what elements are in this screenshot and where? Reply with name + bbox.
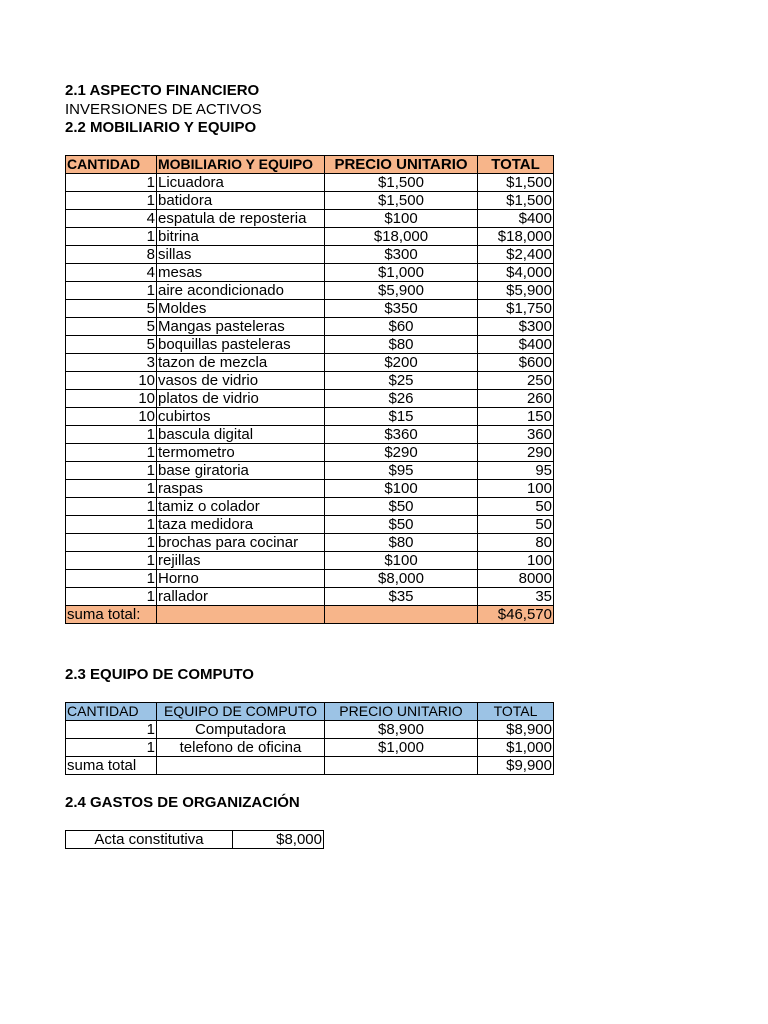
table-row bbox=[66, 192, 554, 210]
cell-cantidad: 1 bbox=[66, 282, 157, 300]
cell-total: 95 bbox=[478, 462, 554, 480]
cell-item: brochas para cocinar bbox=[157, 534, 325, 552]
mobiliario-table bbox=[65, 155, 554, 624]
cell-precio: $360 bbox=[325, 426, 478, 444]
section-subtitle-inversiones: INVERSIONES DE ACTIVOS bbox=[65, 101, 262, 118]
computo-table bbox=[65, 702, 554, 775]
cell-cantidad: 1 bbox=[66, 426, 157, 444]
cell-item: platos de vidrio bbox=[157, 390, 325, 408]
cell-item: rallador bbox=[157, 588, 325, 606]
col-header-mobiliario: MOBILIARIO Y EQUIPO bbox=[157, 156, 325, 174]
section-title-aspecto-financiero: 2.1 ASPECTO FINANCIERO bbox=[65, 82, 260, 99]
table-row bbox=[66, 462, 554, 480]
organizacion-row bbox=[66, 831, 324, 849]
cell-item: rejillas bbox=[157, 552, 325, 570]
cell-total: $300 bbox=[478, 318, 554, 336]
cell-precio: $50 bbox=[325, 516, 478, 534]
cell-precio: $5,900 bbox=[325, 282, 478, 300]
cell-total: $400 bbox=[478, 210, 554, 228]
cell-total: 360 bbox=[478, 426, 554, 444]
table-row bbox=[66, 354, 554, 372]
cell-total: 250 bbox=[478, 372, 554, 390]
table-row bbox=[66, 534, 554, 552]
footer-empty-cell bbox=[157, 606, 325, 624]
table-row bbox=[66, 739, 554, 757]
cell-item: Licuadora bbox=[157, 174, 325, 192]
footer-label: suma total: bbox=[66, 606, 157, 624]
table-row bbox=[66, 228, 554, 246]
table-row bbox=[66, 498, 554, 516]
cell-item: sillas bbox=[157, 246, 325, 264]
cell-precio: $15 bbox=[325, 408, 478, 426]
cell-precio: $80 bbox=[325, 336, 478, 354]
table-row bbox=[66, 408, 554, 426]
table-row bbox=[66, 426, 554, 444]
cell-item: taza medidora bbox=[157, 516, 325, 534]
cell-precio: $18,000 bbox=[325, 228, 478, 246]
table-row bbox=[66, 318, 554, 336]
section-title-mobiliario: 2.2 MOBILIARIO Y EQUIPO bbox=[65, 119, 257, 136]
cell-item: boquillas pasteleras bbox=[157, 336, 325, 354]
cell-total: $4,000 bbox=[478, 264, 554, 282]
table-row bbox=[66, 516, 554, 534]
footer-label: suma total bbox=[66, 757, 157, 775]
cell-cantidad: 1 bbox=[66, 739, 157, 757]
footer-total: $9,900 bbox=[478, 757, 554, 775]
table-row bbox=[66, 336, 554, 354]
col-header-equipo: EQUIPO DE COMPUTO bbox=[157, 703, 325, 721]
cell-total: 8000 bbox=[478, 570, 554, 588]
cell-total: $2,400 bbox=[478, 246, 554, 264]
cell-item: espatula de reposteria bbox=[157, 210, 325, 228]
cell-cantidad: 1 bbox=[66, 480, 157, 498]
cell-item: tazon de mezcla bbox=[157, 354, 325, 372]
cell-precio: $1,500 bbox=[325, 174, 478, 192]
cell-precio: $1,000 bbox=[325, 264, 478, 282]
cell-item: tamiz o colador bbox=[157, 498, 325, 516]
computo-footer-row bbox=[66, 757, 554, 775]
cell-item: bitrina bbox=[157, 228, 325, 246]
cell-item: base giratoria bbox=[157, 462, 325, 480]
table-row bbox=[66, 721, 554, 739]
organizacion-amount: $8,000 bbox=[233, 831, 324, 849]
cell-cantidad: 8 bbox=[66, 246, 157, 264]
col-header-total: TOTAL bbox=[478, 156, 554, 174]
cell-cantidad: 1 bbox=[66, 534, 157, 552]
footer-total: $46,570 bbox=[478, 606, 554, 624]
cell-precio: $25 bbox=[325, 372, 478, 390]
table-row bbox=[66, 570, 554, 588]
cell-total: 150 bbox=[478, 408, 554, 426]
cell-total: $5,900 bbox=[478, 282, 554, 300]
cell-item: Mangas pasteleras bbox=[157, 318, 325, 336]
col-header-precio: PRECIO UNITARIO bbox=[325, 156, 478, 174]
table-row bbox=[66, 264, 554, 282]
table-row bbox=[66, 174, 554, 192]
cell-cantidad: 1 bbox=[66, 516, 157, 534]
cell-total: 80 bbox=[478, 534, 554, 552]
table-row bbox=[66, 372, 554, 390]
cell-total: 100 bbox=[478, 552, 554, 570]
cell-total: $18,000 bbox=[478, 228, 554, 246]
cell-item: Horno bbox=[157, 570, 325, 588]
cell-precio: $8,900 bbox=[325, 721, 478, 739]
cell-cantidad: 10 bbox=[66, 408, 157, 426]
cell-item: bascula digital bbox=[157, 426, 325, 444]
cell-precio: $80 bbox=[325, 534, 478, 552]
footer-empty-cell bbox=[325, 606, 478, 624]
cell-item: Computadora bbox=[157, 721, 325, 739]
cell-item: aire acondicionado bbox=[157, 282, 325, 300]
cell-cantidad: 10 bbox=[66, 372, 157, 390]
cell-total: $1,750 bbox=[478, 300, 554, 318]
cell-cantidad: 1 bbox=[66, 552, 157, 570]
col-header-cantidad: CANTIDAD bbox=[66, 703, 157, 721]
cell-precio: $1,000 bbox=[325, 739, 478, 757]
cell-total: $1,500 bbox=[478, 174, 554, 192]
section-title-computo: 2.3 EQUIPO DE COMPUTO bbox=[65, 666, 254, 683]
table-row bbox=[66, 588, 554, 606]
cell-cantidad: 1 bbox=[66, 462, 157, 480]
cell-precio: $300 bbox=[325, 246, 478, 264]
cell-cantidad: 5 bbox=[66, 300, 157, 318]
cell-total: $400 bbox=[478, 336, 554, 354]
cell-cantidad: 1 bbox=[66, 174, 157, 192]
col-header-cantidad: CANTIDAD bbox=[66, 156, 157, 174]
section-title-organizacion: 2.4 GASTOS DE ORGANIZACIÓN bbox=[65, 794, 300, 811]
cell-cantidad: 5 bbox=[66, 318, 157, 336]
cell-cantidad: 5 bbox=[66, 336, 157, 354]
cell-precio: $100 bbox=[325, 210, 478, 228]
cell-cantidad: 3 bbox=[66, 354, 157, 372]
cell-item: vasos de vidrio bbox=[157, 372, 325, 390]
cell-precio: $290 bbox=[325, 444, 478, 462]
cell-total: $1,500 bbox=[478, 192, 554, 210]
col-header-precio: PRECIO UNITARIO bbox=[325, 703, 478, 721]
cell-total: $8,900 bbox=[478, 721, 554, 739]
cell-item: mesas bbox=[157, 264, 325, 282]
table-row bbox=[66, 390, 554, 408]
cell-total: 50 bbox=[478, 498, 554, 516]
cell-item: raspas bbox=[157, 480, 325, 498]
cell-item: batidora bbox=[157, 192, 325, 210]
table-row bbox=[66, 210, 554, 228]
cell-total: 290 bbox=[478, 444, 554, 462]
mobiliario-header-row bbox=[66, 156, 554, 174]
cell-total: 35 bbox=[478, 588, 554, 606]
cell-cantidad: 1 bbox=[66, 570, 157, 588]
table-row bbox=[66, 444, 554, 462]
cell-cantidad: 1 bbox=[66, 498, 157, 516]
cell-cantidad: 1 bbox=[66, 721, 157, 739]
cell-item: Moldes bbox=[157, 300, 325, 318]
cell-precio: $50 bbox=[325, 498, 478, 516]
table-row bbox=[66, 246, 554, 264]
cell-cantidad: 1 bbox=[66, 228, 157, 246]
cell-precio: $350 bbox=[325, 300, 478, 318]
cell-precio: $200 bbox=[325, 354, 478, 372]
cell-precio: $95 bbox=[325, 462, 478, 480]
cell-total: 260 bbox=[478, 390, 554, 408]
cell-item: termometro bbox=[157, 444, 325, 462]
footer-empty-cell bbox=[157, 757, 325, 775]
cell-cantidad: 4 bbox=[66, 264, 157, 282]
cell-cantidad: 1 bbox=[66, 192, 157, 210]
table-row bbox=[66, 282, 554, 300]
table-row bbox=[66, 552, 554, 570]
cell-cantidad: 1 bbox=[66, 444, 157, 462]
cell-total: $600 bbox=[478, 354, 554, 372]
cell-precio: $100 bbox=[325, 480, 478, 498]
organizacion-table bbox=[65, 830, 324, 849]
cell-precio: $26 bbox=[325, 390, 478, 408]
cell-cantidad: 1 bbox=[66, 588, 157, 606]
computo-header-row bbox=[66, 703, 554, 721]
mobiliario-footer-row bbox=[66, 606, 554, 624]
col-header-total: TOTAL bbox=[478, 703, 554, 721]
footer-empty-cell bbox=[325, 757, 478, 775]
cell-item: cubirtos bbox=[157, 408, 325, 426]
cell-total: $1,000 bbox=[478, 739, 554, 757]
cell-precio: $100 bbox=[325, 552, 478, 570]
cell-total: 50 bbox=[478, 516, 554, 534]
cell-item: telefono de oficina bbox=[157, 739, 325, 757]
cell-cantidad: 10 bbox=[66, 390, 157, 408]
cell-precio: $35 bbox=[325, 588, 478, 606]
table-row bbox=[66, 480, 554, 498]
cell-cantidad: 4 bbox=[66, 210, 157, 228]
organizacion-item: Acta constitutiva bbox=[66, 831, 233, 849]
cell-precio: $8,000 bbox=[325, 570, 478, 588]
cell-precio: $1,500 bbox=[325, 192, 478, 210]
cell-total: 100 bbox=[478, 480, 554, 498]
table-row bbox=[66, 300, 554, 318]
cell-precio: $60 bbox=[325, 318, 478, 336]
